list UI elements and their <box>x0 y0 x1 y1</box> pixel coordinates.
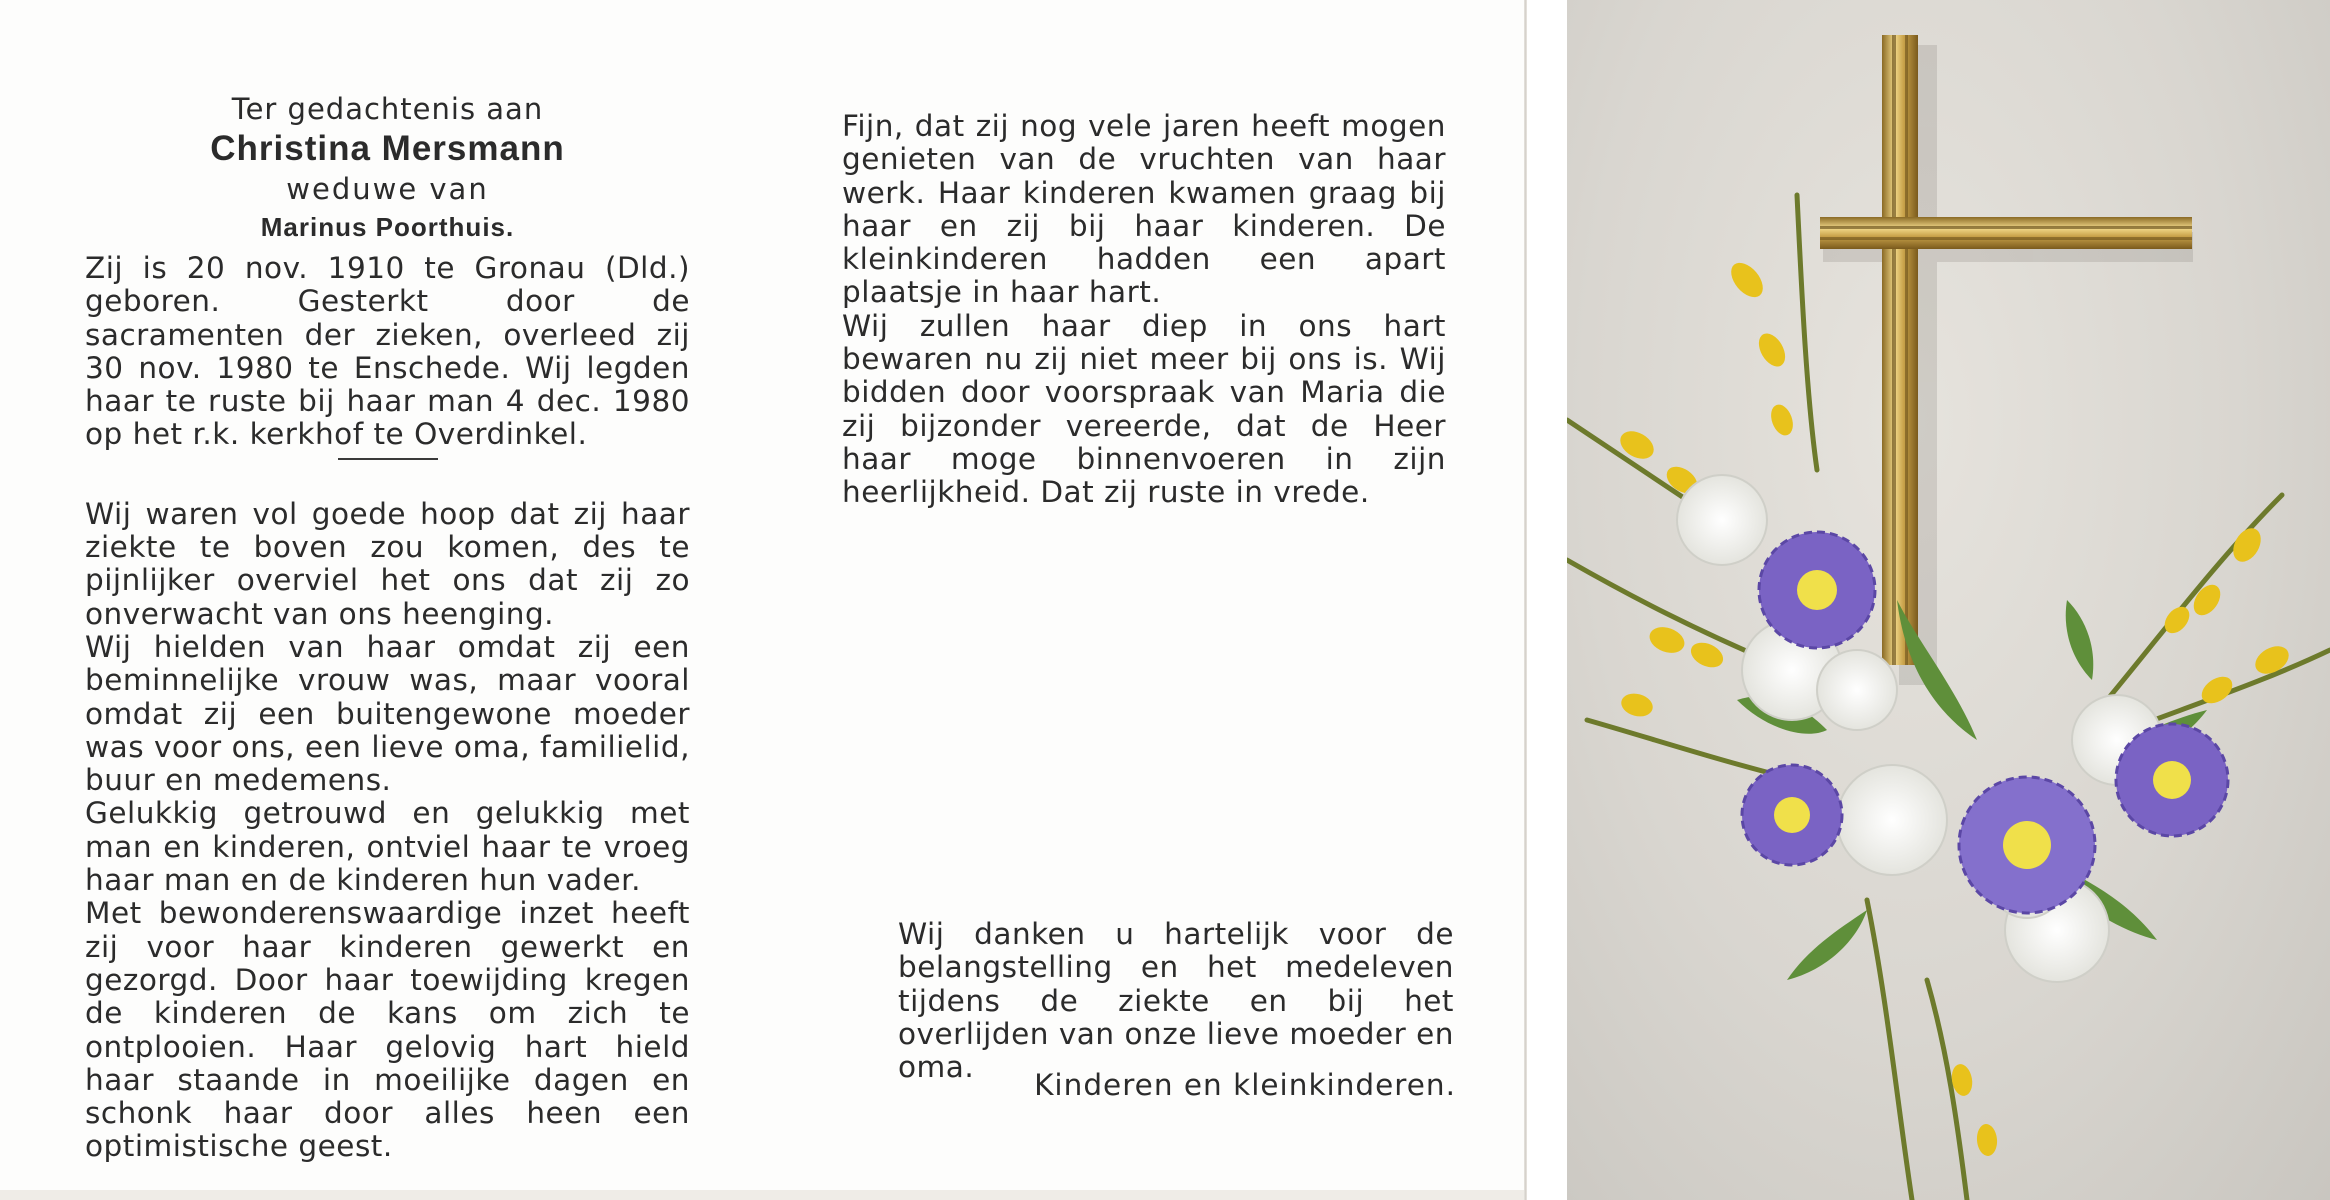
text-paragraph: Met bewonderenswaardige inzet heeft zij voor haar kinderen gewerkt en gezorgd. Door haar toewijding kregen de kinderen de kans om zich te ontplooien. Haar gelovig hart hield haar staande in moeilijke dagen en schonk haar door alles heen een optimistische geest. <box>85 896 690 1164</box>
text-paragraph: Wij hielden van haar omdat zij een beminnelijke vrouw was, maar vooral omdat zij een buitengewone moeder was voor ons, een lieve oma, familielid, buur en medemens. <box>85 629 690 798</box>
left-column <box>85 90 690 1164</box>
biography-paragraph: Zij is 20 nov. 1910 te Gronau (Dld.) geboren. Gesterkt door de sacramenten der zieken, overleed zij 30 nov. 1980 te Enschede. Wij legden haar te ruste bij haar man 4 dec. 1980 op het r.k. kerkhof te Overdinkel. <box>85 251 690 452</box>
card-header <box>85 90 690 246</box>
gold-cross-icon <box>1820 35 2192 665</box>
right-column <box>842 110 1446 510</box>
signoff-line: Kinderen en kleinkinderen. <box>1034 1068 1456 1102</box>
page-gutter <box>1527 0 1567 1200</box>
husband-name: Marinus Poorthuis. <box>260 212 515 242</box>
page-bottom-edge <box>0 1190 1530 1200</box>
divider-line <box>338 458 438 460</box>
thanks-note <box>898 918 1454 1084</box>
cross-and-flowers-photo <box>1567 0 2330 1200</box>
aster-flower-icon <box>1759 532 1875 648</box>
text-paragraph: Wij waren vol goede hoop dat zij haar ziekte te boven zou komen, des te pijnlijker overviel het ons dat zij zo onverwacht van ons heenging. <box>85 496 690 631</box>
text-paragraph: Fijn, dat zij nog vele jaren heeft mogen genieten van de vruchten van haar werk. Haar kinderen kwamen graag bij haar en zij bij haar kinderen. De kleinkinderen hadden een apart plaatsje in haar hart. <box>842 109 1446 310</box>
deceased-name: Christina Mersmann <box>210 129 565 168</box>
cross-shadow <box>1823 45 2193 685</box>
aster-flower-icon <box>1959 777 2095 913</box>
intro-line: Ter gedachtenis aan <box>231 92 544 126</box>
photo-illustration <box>1567 0 2330 1200</box>
widow-of-line: weduwe van <box>286 172 489 206</box>
aster-flower-icon <box>2116 724 2228 836</box>
aster-flower-icon <box>1742 765 1842 865</box>
text-paragraph: Wij zullen haar diep in ons hart bewaren nu zij niet meer bij ons is. Wij bidden door voorspraak van Maria die zij bijzonder vereerde, dat de Heer haar moge binnenvoeren in zijn heerlijkheid. Dat zij ruste in vrede. <box>842 308 1446 510</box>
text-paragraph: Gelukkig getrouwd en gelukkig met man en kinderen, ontviel haar te vroeg haar man en de kinderen hun vader. <box>85 796 690 898</box>
thanks-paragraph: Wij danken u hartelijk voor de belangstelling en het medeleven tijdens de ziekte en bij het overlijden van onze lieve moeder en oma. <box>898 917 1454 1085</box>
